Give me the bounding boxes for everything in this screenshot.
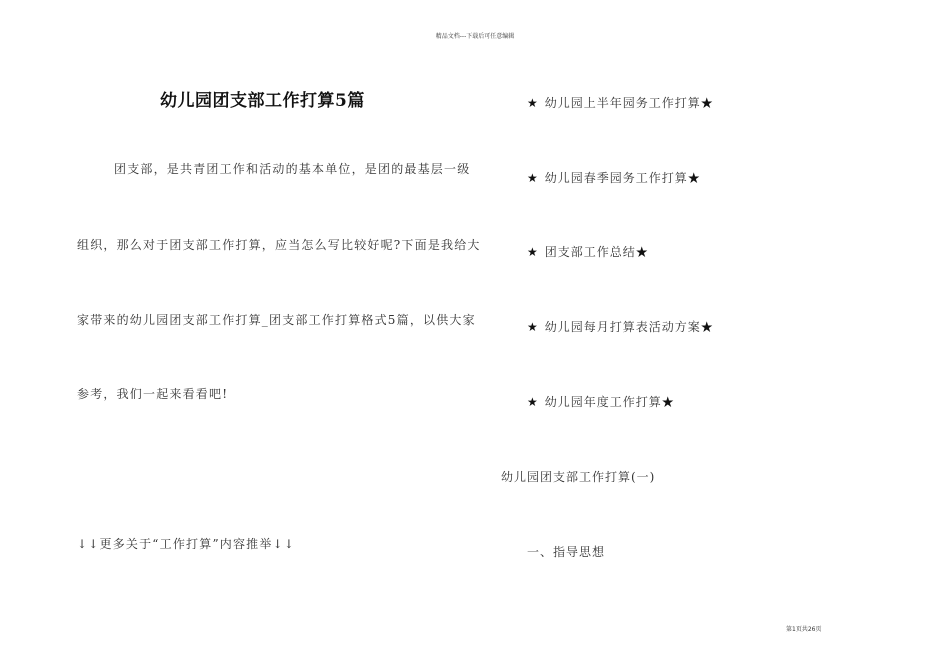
related-link-label: 团支部工作总结 bbox=[544, 245, 636, 259]
intro-line-2: 组织，那么对于团支部工作打算，应当怎么写比较好呢?下面是我给大 bbox=[77, 238, 481, 252]
related-link-label: 幼儿园每月打算表活动方案 bbox=[544, 320, 701, 334]
star-icon: ★ bbox=[527, 245, 539, 259]
page-header: 精品文档---下载后可任意编辑 bbox=[435, 33, 515, 40]
related-link-4[interactable] bbox=[527, 318, 714, 335]
more-recommend-link[interactable]: ↓↓更多关于“工作打算”内容推举↓↓ bbox=[77, 537, 296, 551]
related-link-3[interactable] bbox=[527, 243, 649, 260]
related-link-label: 幼儿园春季园务工作打算 bbox=[544, 171, 688, 185]
star-icon: ★ bbox=[527, 171, 539, 185]
star-icon: ★ bbox=[687, 171, 701, 185]
intro-line-4: 参考，我们一起来看看吧! bbox=[77, 387, 229, 401]
star-icon: ★ bbox=[527, 320, 539, 334]
page-number: 第1页共26页 bbox=[786, 626, 822, 633]
section-title: 幼儿园团支部工作打算(一) bbox=[501, 470, 656, 484]
star-icon: ★ bbox=[527, 96, 539, 110]
related-link-2[interactable] bbox=[527, 169, 701, 186]
document-title: 幼儿园团支部工作打算5篇 bbox=[160, 91, 365, 111]
star-icon: ★ bbox=[661, 395, 675, 409]
related-link-1[interactable] bbox=[527, 94, 714, 111]
related-link-label: 幼儿园年度工作打算 bbox=[544, 395, 662, 409]
star-icon: ★ bbox=[700, 96, 714, 110]
subsection-title: 一、指导思想 bbox=[527, 545, 606, 559]
star-icon: ★ bbox=[700, 320, 714, 334]
related-link-label: 幼儿园上半年园务工作打算 bbox=[544, 96, 701, 110]
intro-line-1: 团支部，是共青团工作和活动的基本单位，是团的最基层一级 bbox=[114, 162, 471, 176]
star-icon: ★ bbox=[635, 245, 649, 259]
related-link-5[interactable] bbox=[527, 393, 675, 410]
star-icon: ★ bbox=[527, 395, 539, 409]
intro-line-3: 家带来的幼儿园团支部工作打算_团支部工作打算格式5篇，以供大家 bbox=[77, 313, 476, 327]
